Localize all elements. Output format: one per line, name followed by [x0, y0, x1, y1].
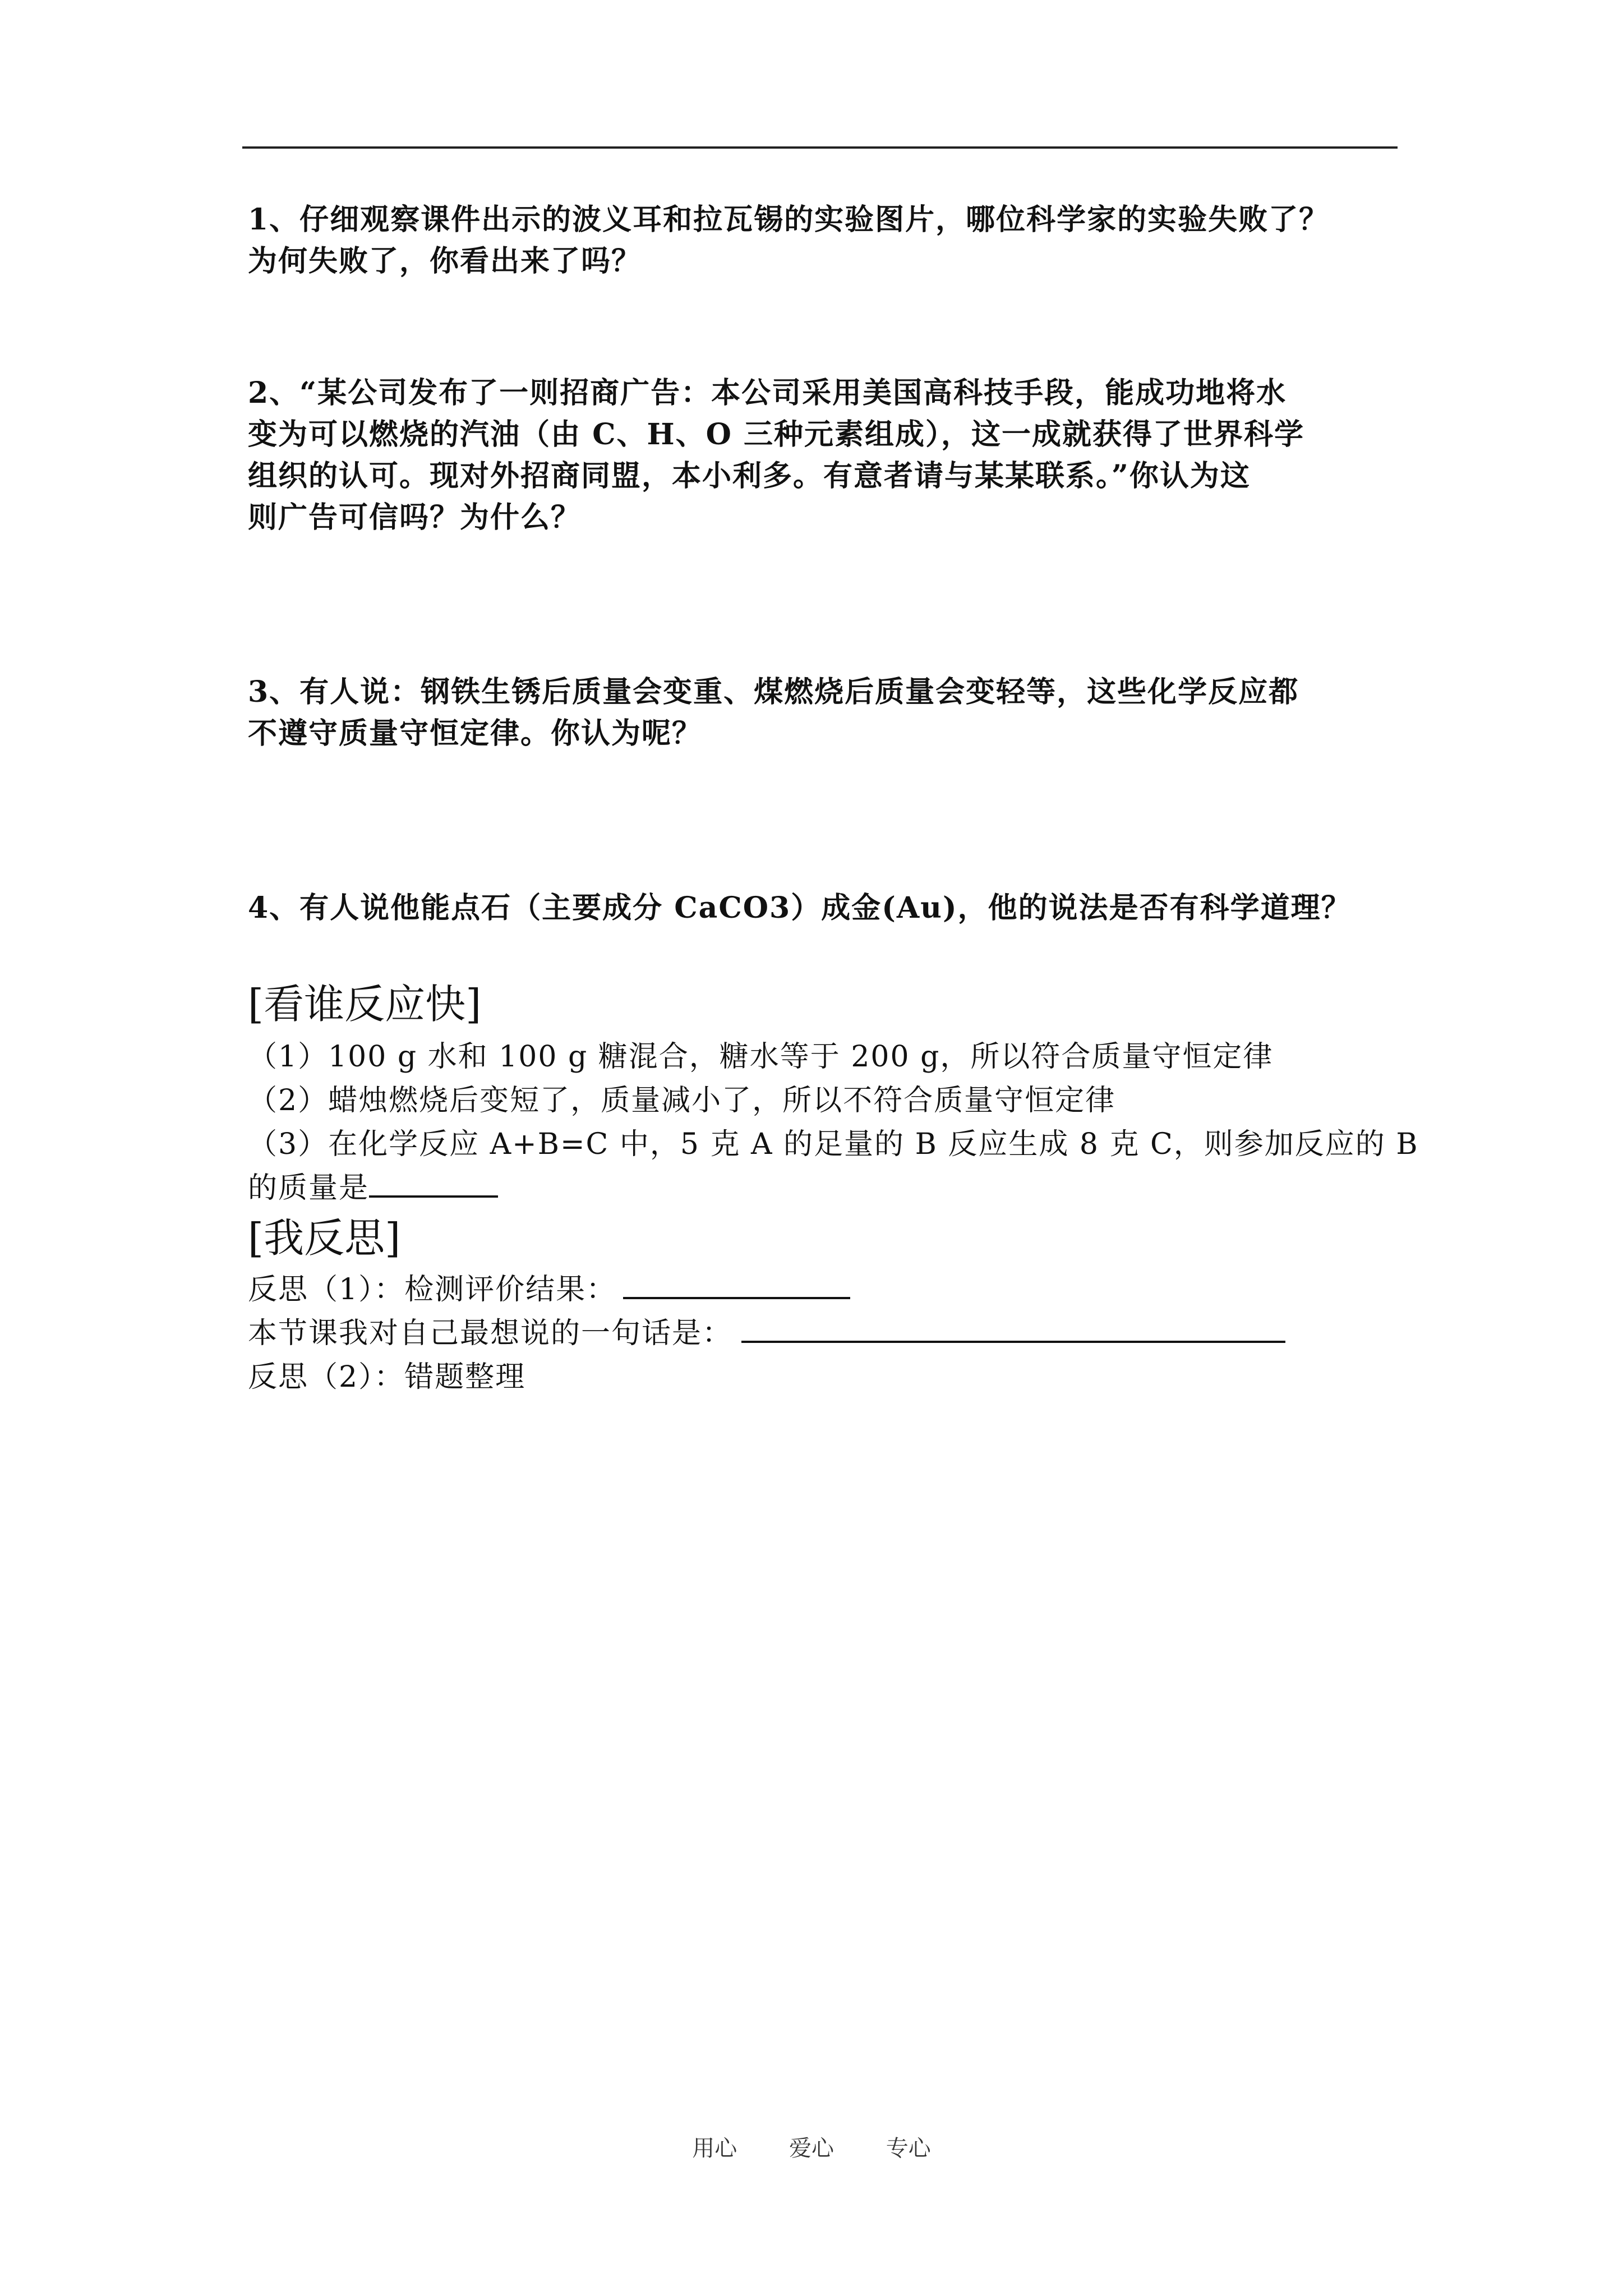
answer-blank[interactable] [369, 1167, 498, 1198]
reflect-line-1 [248, 1269, 850, 1310]
reflect-line-1-text: 反思（1）：检测评价结果： [248, 1273, 617, 1306]
quick-item-3-continuation-text: 的质量是 [248, 1171, 370, 1205]
question-2-line-1: 2、“某公司发布了一则招商广告：本公司采用美国高科技手段，能成功地将水 [248, 376, 1287, 410]
question-3-line-1: 3、有人说：钢铁生锈后质量会变重、煤燃烧后质量会变轻等，这些化学反应都 [248, 675, 1299, 709]
question-2-line-3: 组织的认可。现对外招商同盟，本小利多。有意者请与某某联系。”你认为这 [248, 459, 1251, 493]
reflect-line-3: 反思（2）：错题整理 [248, 1360, 526, 1394]
reflect-section-title: [我反思] [248, 1214, 401, 1262]
question-3 [248, 671, 1403, 754]
question-1 [248, 199, 1403, 282]
question-2 [248, 372, 1403, 539]
header-rule [242, 146, 1398, 149]
reflect-line-2-text: 本节课我对自己最想说的一句话是： [248, 1317, 733, 1350]
question-1-line-1: 1、仔细观察课件出示的波义耳和拉瓦锡的实验图片，哪位科学家的实验失败了？ [248, 203, 1330, 237]
footer-item-3: 专心 [886, 2136, 931, 2161]
quick-item-3: （3）在化学反应 A+B=C 中，5 克 A 的足量的 B 反应生成 8 克 C，则参加反应的 B [248, 1128, 1419, 1161]
one-sentence-blank[interactable] [741, 1313, 1285, 1343]
question-4-line-1: 4、有人说他能点石（主要成分 CaCO3）成金(Au)，他的说法是否有科学道理？ [248, 891, 1352, 925]
page-footer [0, 2132, 1623, 2165]
question-1-line-2: 为何失败了，你看出来了吗？ [248, 244, 642, 278]
quick-item-1: （1）100 g 水和 100 g 糖混合，糖水等于 200 g，所以符合质量守恒定律 [248, 1040, 1274, 1074]
quick-item-3-continuation [248, 1167, 498, 1209]
quick-section-title: [看谁反应快] [248, 981, 482, 1028]
reflect-line-2 [248, 1313, 1285, 1354]
evaluation-result-blank[interactable] [623, 1269, 850, 1299]
footer-item-2: 爱心 [789, 2136, 834, 2161]
question-4 [248, 887, 1403, 929]
footer-item-1: 用心 [692, 2136, 737, 2161]
question-2-line-4: 则广告可信吗？为什么？ [248, 500, 582, 535]
question-3-line-2: 不遵守质量守恒定律。你认为呢？ [248, 716, 703, 751]
question-2-line-2: 变为可以燃烧的汽油（由 C、H、O 三种元素组成），这一成就获得了世界科学 [248, 417, 1305, 452]
quick-item-2: （2）蜡烛燃烧后变短了，质量减小了，所以不符合质量守恒定律 [248, 1084, 1116, 1117]
